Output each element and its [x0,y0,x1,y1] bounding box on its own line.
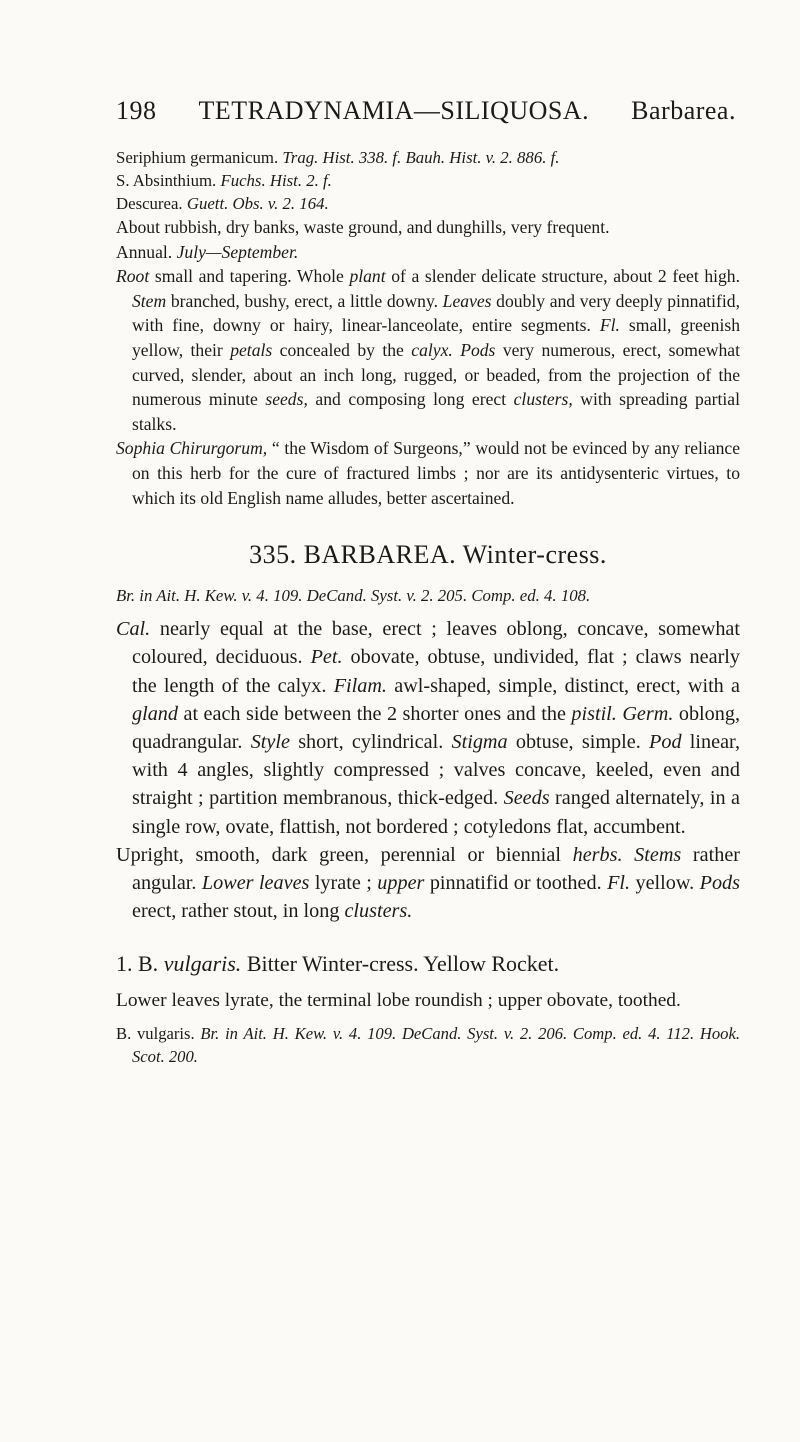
running-head [116,96,736,126]
genus-heading: 335. BARBAREA. Winter-cress. [249,540,607,570]
habit-paragraph: Upright, smooth, dark green, perennial or biennial herbs. Stems rather angular. Lower leaves lyrate ; upper pinnatifid or toothed. Fl. yellow. Pods erect, rather stout, in long clusters. [116,843,740,923]
page-number: 198 [116,96,157,125]
species-diagnosis: Lower leaves lyrate, the terminal lobe roundish ; upper obovate, toothed. [116,990,681,1012]
species-description: Root small and tapering. Whole plant of a slender delicate structure, about 2 feet high. Stem branched, bushy, erect, a little downy. Leaves doubly and very deeply pinnatifid, with fine, downy or hairy, linear-lanceolate, entire segments. Fl. small, greenish yellow, their petals concealed by the calyx. Pods very numerous, erect, somewhat curved, slender, about an inch long, rugged, or beaded, from the projection of the numerous minute seeds, and composing long erect clusters, with spreading partial stalks. [116,266,741,434]
habitat: About rubbish, dry banks, waste ground, and dunghills, very frequent. [116,217,610,237]
synonym-line: Descurea. Guett. Obs. v. 2. 164. [116,194,329,213]
species-references: B. vulgaris. Br. in Ait. H. Kew. v. 4. 109. DeCand. Syst. v. 2. 206. Comp. ed. 4. 112. Hook. Scot. 200. [116,1024,740,1067]
duration-flowering: Annual. July—September. [116,241,299,262]
species-heading: 1. B. vulgaris. Bitter Winter-cress. Yellow Rocket. [116,951,560,977]
note-paragraph: Sophia Chirurgorum, “ the Wisdom of Surgeons,” would not be evinced by any reliance on this herb for the cure of fractured limbs ; nor are its antidysenteric virtues, to which its old English name alludes, better ascertained. [116,438,741,508]
class-title: TETRADYNAMIA—SILIQUOSA. [198,96,590,125]
synonym-line: Seriphium germanicum. Trag. Hist. 338. f. Bauh. Hist. v. 2. 886. f. [116,148,560,167]
generic-characters: Cal. nearly equal at the base, erect ; leaves oblong, concave, somewhat coloured, deciduous. Pet. obovate, obtuse, undivided, flat ; claws nearly the length of the calyx. Filam. awl-shaped, simple, distinct, erect, with a gland at each side between the 2 shorter ones and the pistil. Germ. oblong, quadrangular. Style short, cylindrical. Stigma obtuse, simple. Pod linear, with 4 angles, slightly compressed ; valves concave, keeled, even and straight ; partition membranous, thick-edged. Seeds ranged alternately, in a single row, ovate, flattish, not bordered ; cotyledons flat, accumbent. [116,618,740,838]
genus-title: Barbarea. [631,96,736,125]
synonym-line: S. Absinthium. Fuchs. Hist. 2. f. [116,171,332,190]
genus-references: Br. in Ait. H. Kew. v. 4. 109. DeCand. Syst. v. 2. 205. Comp. ed. 4. 108. [116,586,591,606]
